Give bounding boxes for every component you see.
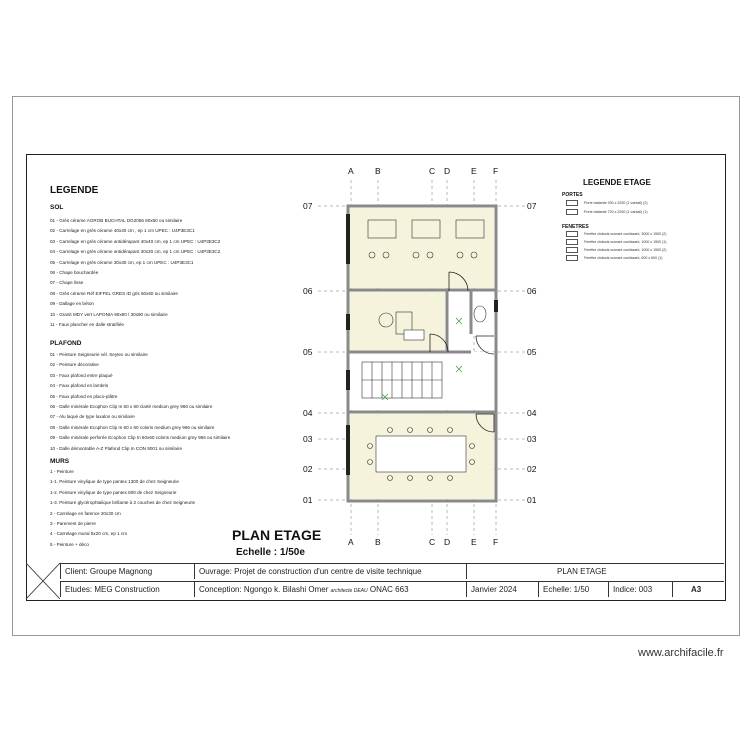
legend-sol-item: 08 - Grès cérame Réf EIFFEL GRES ID gris 60x60 ou similaire bbox=[50, 290, 178, 296]
legend-murs-item: 2 - Carrelage en faïence 20x30 cm bbox=[50, 510, 121, 516]
grid-column-label-top: F bbox=[493, 166, 499, 176]
grid-row-label-left: 03 bbox=[303, 434, 313, 444]
legend-plafond-item: 02 - Peinture décorative bbox=[50, 362, 99, 368]
window-5 bbox=[494, 300, 498, 312]
grid-column-label-bottom: E bbox=[471, 537, 477, 547]
grid-row-label-left: 04 bbox=[303, 408, 313, 418]
legend-portes-header: PORTES bbox=[562, 192, 583, 198]
legend-plafond-item: 06 - Dalle minérale Ecophon Clip In 60 x 60 clarté medium grey 966 ou similaire bbox=[50, 404, 213, 409]
window-4 bbox=[346, 425, 350, 475]
plan-title: PLAN ETAGE bbox=[232, 527, 322, 543]
grid-column-label-bottom: F bbox=[493, 537, 499, 547]
grid-row-label-right: 05 bbox=[527, 347, 537, 357]
legend-sol-item: 03 - Carrelage en grès cérame antidérapant 40x40 cm, ep 1 cm UPEC : U4P3E3C2 bbox=[50, 238, 221, 244]
conception-role: architecte DEAU bbox=[330, 588, 368, 594]
legend-murs-header: MURS bbox=[50, 458, 70, 465]
grid-column-label-top: C bbox=[429, 166, 436, 176]
grid-row-label-left: 01 bbox=[303, 495, 313, 505]
sheet-title-cell: PLAN ETAGE bbox=[466, 564, 724, 579]
conception-name: Conception: Ngongo k. Bilashi Omer bbox=[199, 585, 329, 594]
legend-item-label: Fenêtre châssis ouvrant coulissant, 3000 x 1500 (2) bbox=[584, 231, 667, 236]
legend-murs-item: 1-2. Peinture vinylique de type pantex 800 de chez Seigneurie bbox=[50, 489, 177, 495]
plan-scale: Echelle : 1/50e bbox=[236, 547, 305, 558]
grid-row-label-right: 04 bbox=[527, 408, 537, 418]
legend-plafond-header: PLAFOND bbox=[50, 340, 82, 347]
grid-column-label-top: E bbox=[471, 166, 477, 176]
legend-title: LEGENDE bbox=[50, 185, 99, 196]
legend-murs-item: 4 - Carrelage mural 5x20 cm, ep 1 cm bbox=[50, 531, 128, 537]
grid-row-label-right: 06 bbox=[527, 286, 537, 296]
watermark: www.archifacile.fr bbox=[638, 647, 724, 659]
legend-murs-item: 1 - Peinture bbox=[50, 469, 74, 474]
legend-etage-title: LEGENDE ETAGE bbox=[583, 178, 651, 187]
conference-table bbox=[376, 436, 466, 472]
legend-item-label: Porte battante 930 x 2200 (1 vantail) (2) bbox=[584, 200, 648, 205]
legend-plafond-item: 04 - Faux plafond en lambris bbox=[50, 383, 109, 389]
ouvrage-cell: Ouvrage: Projet de construction d'un centre de visite technique bbox=[194, 564, 469, 579]
grid-column-label-top: D bbox=[444, 166, 451, 176]
indice-cell: Indice: 003 bbox=[608, 582, 673, 597]
grid-row-label-right: 03 bbox=[527, 434, 537, 444]
legend-item-label: Fenêtre châssis ouvrant coulissant, 1000 x 1500 (1) bbox=[584, 239, 667, 244]
door-3 bbox=[476, 336, 494, 354]
legend-plafond-item: 01 - Peinture Seigneurie vél. Seytex ou similaire bbox=[50, 352, 148, 357]
grid-row-label-left: 07 bbox=[303, 201, 313, 211]
legend-sol-header: SOL bbox=[50, 204, 64, 211]
legend-sol-item: 05 - Carrelage en grès cérame 30x30 cm, ep 1 cm UPEC : U4P3E3C1 bbox=[50, 259, 194, 265]
date-cell: Janvier 2024 bbox=[466, 582, 539, 597]
legend-sol-item: 09 - Dallage en béton bbox=[50, 301, 94, 307]
title-block-cross bbox=[26, 563, 60, 599]
legend-plafond-item: 08 - Dalle minérale Ecophon Clip In 60 x 60 coloris medium grey 966 ou similaire bbox=[50, 424, 215, 430]
grid-column-label-bottom: D bbox=[444, 537, 451, 547]
room-office bbox=[349, 291, 445, 351]
grid-column-label-bottom: B bbox=[375, 537, 381, 547]
grid-column-label-top: A bbox=[348, 166, 354, 176]
title-block-row-1 bbox=[60, 563, 724, 579]
legend-sol-item: 04 - Carrelage en grès cérame antidérapant 30x30 cm, ep 1 cm UPEC : U4P3E3C2 bbox=[50, 249, 221, 255]
window-1 bbox=[346, 214, 350, 264]
legend-plafond-item: 10 - Dalle démontable A-Z Plafond Clip In CON 9001 ou similaire bbox=[50, 445, 183, 451]
grid-row-label-left: 06 bbox=[303, 286, 313, 296]
window-3 bbox=[346, 370, 350, 390]
window-2 bbox=[346, 314, 350, 330]
legend-plafond-item: 05 - Faux plafond en placo-plâtre bbox=[50, 393, 118, 399]
grid-row-label-right: 02 bbox=[527, 464, 537, 474]
legend-plafond-item: 07 - Alu laqué de type luxalon ou similaire bbox=[50, 414, 135, 420]
grid-row-label-left: 05 bbox=[303, 347, 313, 357]
grid-column-label-bottom: C bbox=[429, 537, 436, 547]
legend-murs-item: 5 - Peinture + déco bbox=[50, 541, 89, 547]
room-wc bbox=[471, 291, 494, 334]
onac-number: ONAC 663 bbox=[369, 585, 409, 594]
legend-murs-item: 3 - Parement de pierre bbox=[50, 521, 96, 526]
legend-sol-item: 10 - Granit MDY vert LAPONIA 90x90 / 30x90 ou similaire bbox=[50, 311, 168, 317]
grid-row-label-right: 01 bbox=[527, 495, 537, 505]
legend-item-label: Porte battante 720 x 2200 (1 vantail) (1) bbox=[584, 209, 648, 214]
grid-column-label-top: B bbox=[375, 166, 381, 176]
legend-sol-item: 01 - Grès cérame AGROB BUCHTAL DG2056 60x60 ou similaire bbox=[50, 218, 183, 223]
title-block bbox=[26, 563, 724, 599]
legend-sol-item: 07 - Chape lisse bbox=[50, 280, 84, 286]
echelle-cell: Echelle: 1/50 bbox=[538, 582, 609, 597]
conception-cell bbox=[194, 582, 409, 597]
etudes-cell: Etudes: MEG Construction bbox=[60, 582, 195, 597]
legend-item-label: Fenêtre châssis ouvrant coulissant, 1000 x 1500 (2) bbox=[584, 247, 667, 252]
legend-plafond-item: 03 - Faux plafond entre plaqué bbox=[50, 372, 113, 378]
legend-murs-item: 1-3. Peinture glycérophtalique brillante à 2 couches de chez Seigneurie bbox=[50, 500, 196, 506]
legend-plafond-item: 09 - Dalle minérale perforée Ecophon Clip In 60x60 coloris medium grey 966 ou similaire bbox=[50, 435, 231, 441]
grid-column-label-bottom: A bbox=[348, 537, 354, 547]
grid-row-label-left: 02 bbox=[303, 464, 313, 474]
legend-sol-item: 06 - Chape bouchardée bbox=[50, 270, 99, 275]
format-cell: A3 bbox=[672, 582, 724, 597]
legend-fenetres-header: FENETRES bbox=[562, 224, 589, 230]
room-stair-hall bbox=[349, 352, 494, 410]
office-cabinet bbox=[404, 330, 424, 340]
legend-sol-item: 11 - Faux plancher en dalle stratifiée bbox=[50, 322, 124, 327]
grid-row-label-right: 07 bbox=[527, 201, 537, 211]
legend-murs-item: 1-1. Peinture vinylique de type pantex 1300 de chez Seigneurie bbox=[50, 479, 179, 485]
client-cell: Client: Groupe Magnong bbox=[60, 564, 195, 579]
legend-item-label: Fenêtre châssis ouvrant coulissant, 600 x 600 (1) bbox=[584, 255, 663, 260]
title-block-row-2 bbox=[60, 581, 724, 597]
legend-sol-item: 02 - Carrelage en grès cérame 40x40 cm , ep 1 cm UPEC : U4P3E3C1 bbox=[50, 228, 195, 234]
